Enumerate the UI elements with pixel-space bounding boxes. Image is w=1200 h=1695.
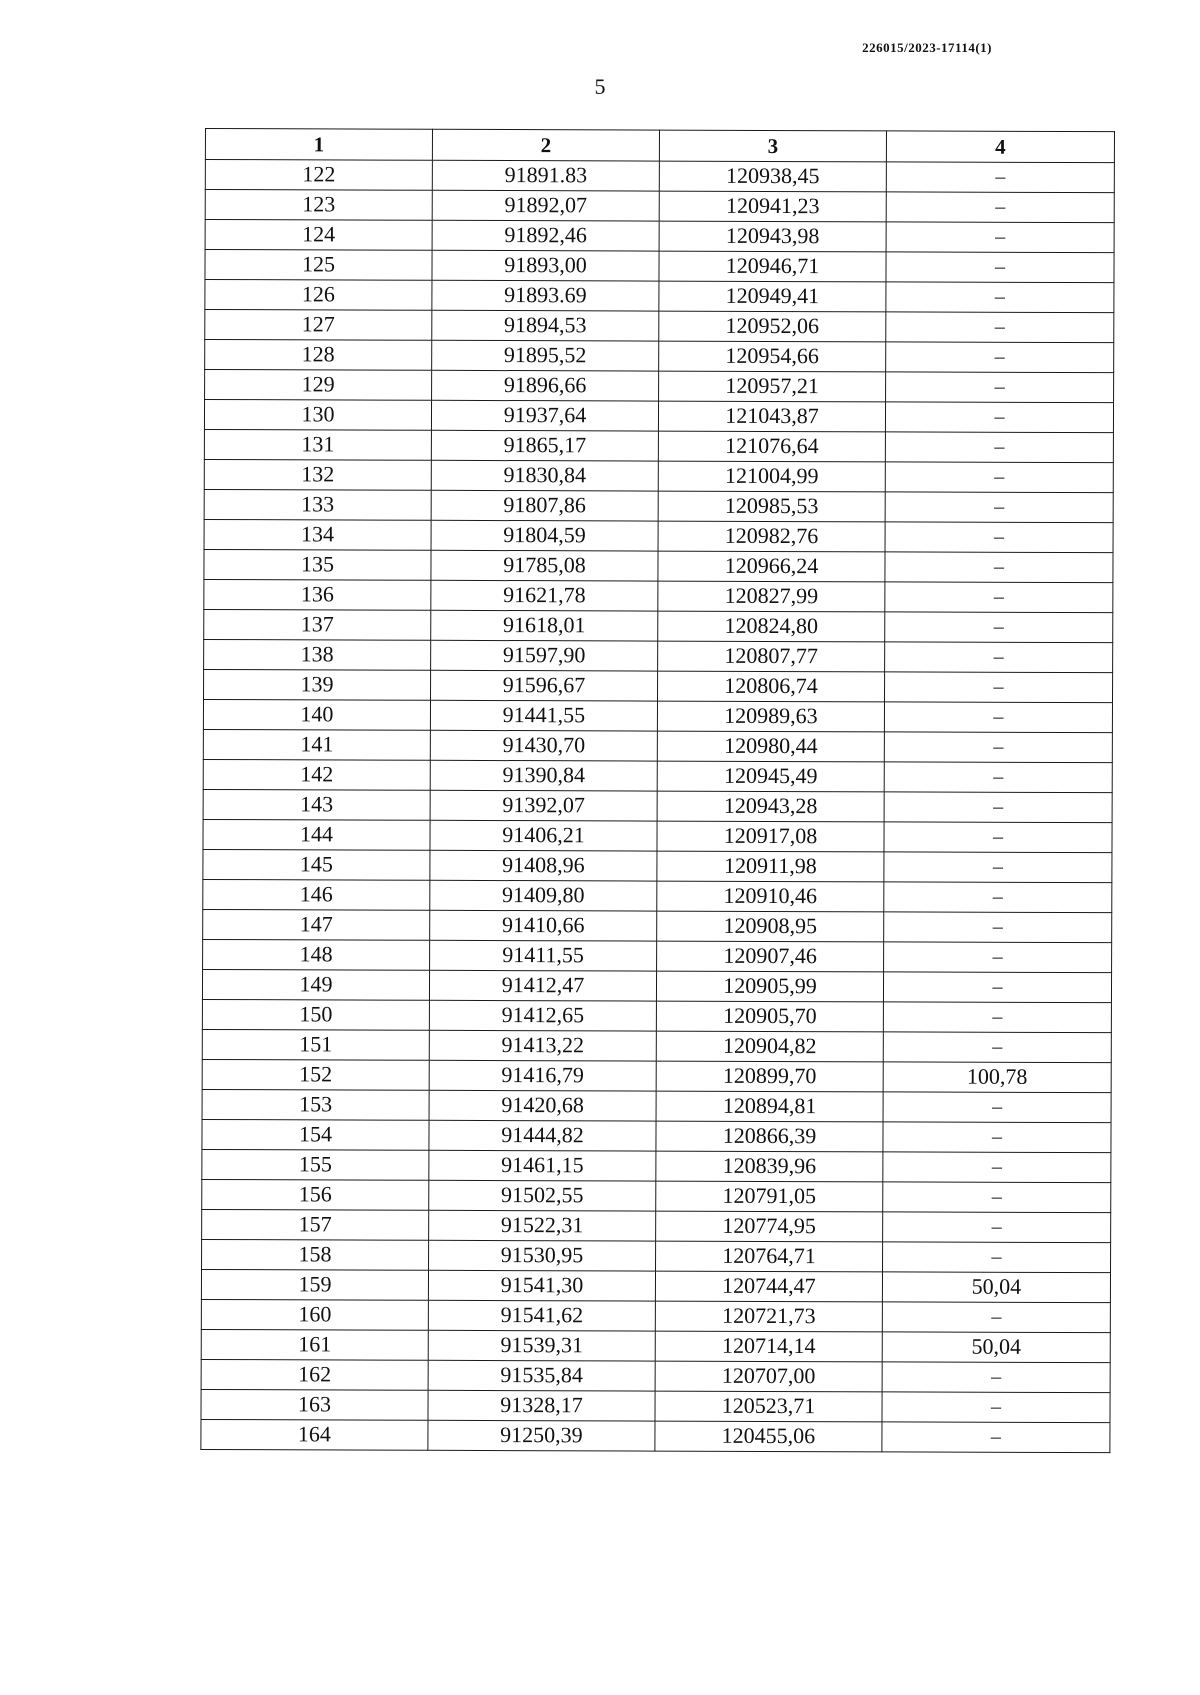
table-cell: – [883,1122,1111,1153]
table-row [203,699,1112,732]
table-row [205,310,1114,343]
table-cell: – [884,762,1112,793]
table-cell: 162 [201,1359,428,1390]
table-cell: – [885,612,1113,643]
table-cell: 152 [202,1059,429,1090]
table-row [204,579,1113,612]
table-cell: – [886,162,1114,193]
table-row [205,190,1114,223]
table-cell: 120908,95 [657,911,884,942]
table-cell: 50,04 [882,1332,1110,1363]
table-cell: 91390,84 [430,760,657,791]
table-cell: 120806,74 [658,671,885,702]
table-cell: – [884,732,1112,763]
table-cell: 91441,55 [430,700,657,731]
table-cell: – [884,912,1112,943]
table-row [202,1209,1111,1242]
table-cell: 91328,17 [428,1390,655,1421]
table-cell: 131 [204,429,431,460]
table-cell: 146 [203,879,430,910]
table-cell: 120774,95 [656,1211,883,1242]
table-cell: – [885,522,1113,553]
table-row [201,1389,1110,1422]
table-cell: – [884,942,1112,973]
table-cell: 120839,96 [656,1151,883,1182]
table-cell: 120943,28 [657,791,884,822]
table-cell: – [885,402,1113,433]
table-cell: 91530,95 [429,1240,656,1271]
table-cell: 133 [204,489,431,520]
table-cell: 91896,66 [432,370,659,401]
page-number: 5 [594,74,606,99]
table-row [204,519,1113,552]
table-cell: 132 [204,459,431,490]
table-cell: 134 [204,519,431,550]
table-row [203,849,1112,882]
table-cell: 135 [204,549,431,580]
table-cell: 91392,07 [430,790,657,821]
table-row [201,1299,1110,1332]
table-cell: 120911,98 [657,851,884,882]
table-cell: 91891.83 [432,160,659,191]
table-cell: – [885,582,1113,613]
table-cell: 120949,41 [659,281,886,312]
table-row [204,400,1113,433]
table-cell: – [884,882,1112,913]
table-row [204,489,1113,522]
table-cell: 91894,53 [432,310,659,341]
table-row [204,639,1113,672]
table-cell: 140 [203,699,430,730]
table-cell: – [885,642,1113,673]
table-cell: – [884,852,1112,883]
table-cell: 120905,99 [656,971,883,1002]
table-cell: 161 [201,1329,428,1360]
table-cell: 151 [202,1029,429,1060]
table-cell: – [885,552,1113,583]
table-cell: 160 [201,1299,428,1330]
table-cell: 139 [204,669,431,700]
table-row [204,459,1113,492]
table-cell: – [883,1092,1111,1123]
table-cell: 120899,70 [656,1061,883,1092]
table-cell: 154 [202,1119,429,1150]
table-cell: – [883,1242,1111,1273]
table-cell: 127 [205,310,432,341]
table-row [203,819,1112,852]
table-cell: 123 [205,190,432,221]
table-row [205,250,1114,283]
table-cell: 91461,15 [429,1150,656,1181]
table-cell: – [883,972,1111,1003]
table-row [202,1059,1111,1092]
table-cell: 155 [202,1149,429,1180]
table-cell: – [883,1002,1111,1033]
table-cell: 120791,05 [656,1181,883,1212]
table-row [202,1149,1111,1182]
table-cell: 163 [201,1389,428,1420]
table-cell: 120910,46 [657,881,884,912]
table-cell: 91618,01 [431,610,658,641]
table-cell: 125 [205,250,432,281]
table-row [205,340,1114,373]
table-cell: 91893,00 [432,250,659,281]
table-cell: 91406,21 [430,820,657,851]
table-cell: 128 [205,340,432,371]
table-cell: 120827,99 [658,581,885,612]
table-cell: 120523,71 [655,1391,882,1422]
table-cell: 120946,71 [659,251,886,282]
table-cell: 124 [205,220,432,251]
table-cell: 120985,53 [658,491,885,522]
table-cell: 149 [202,969,429,1000]
table-cell: – [883,1032,1111,1063]
table-cell: 120966,24 [658,551,885,582]
table-header [205,129,1114,163]
table-cell: – [882,1302,1110,1333]
table-cell: 100,78 [883,1062,1111,1093]
table-cell: 158 [202,1239,429,1270]
table-cell: 120894,81 [656,1091,883,1122]
table-cell: 147 [203,909,430,940]
table-cell: – [886,372,1114,403]
table-row [203,729,1112,762]
table-row [202,1119,1111,1152]
table-cell: 120943,98 [659,221,886,252]
table-row [202,1089,1111,1122]
table-cell: 164 [201,1419,428,1450]
table-cell: 91413,22 [429,1030,656,1061]
table-row [203,879,1112,912]
table-row [202,1179,1111,1212]
table-cell: – [884,792,1112,823]
table-cell: 137 [204,609,431,640]
table-cell: – [885,492,1113,523]
table-cell: 91412,47 [429,970,656,1001]
table-cell: 153 [202,1089,429,1120]
table-cell: 150 [202,999,429,1030]
table-cell: 120938,45 [659,161,886,192]
table-cell: – [886,222,1114,253]
table-cell: – [886,282,1114,313]
table-cell: 136 [204,579,431,610]
table-cell: 130 [204,400,431,431]
table-cell: 91865,17 [431,430,658,461]
table-row [204,669,1113,702]
table-cell: – [883,1182,1111,1213]
table-cell: 157 [202,1209,429,1240]
table-cell: 91937,64 [431,400,658,431]
table-cell: 159 [201,1269,428,1300]
table-cell: 144 [203,819,430,850]
table-row [204,549,1113,582]
table-row [203,939,1112,972]
column-header: 1 [205,129,432,161]
table-cell: – [883,1152,1111,1183]
table-cell: – [883,1212,1111,1243]
table-cell: 138 [204,639,431,670]
table-cell: – [882,1392,1110,1423]
column-header: 3 [659,130,886,162]
table-cell: 120945,49 [657,761,884,792]
table-row [201,1419,1110,1452]
table-cell: – [884,822,1112,853]
table-cell: 156 [202,1179,429,1210]
table-cell: – [882,1362,1110,1393]
table-cell: 121076,64 [658,431,885,462]
table-cell: 91804,59 [431,520,658,551]
table-cell: 91430,70 [430,730,657,761]
table-cell: – [886,192,1114,223]
table-cell: 148 [203,939,430,970]
table-cell: 120905,70 [656,1001,883,1032]
table-cell: 120714,14 [655,1331,882,1362]
table-cell: – [886,342,1114,373]
table-cell: – [885,462,1113,493]
table-cell: 91892,07 [432,190,659,221]
table-cell: – [882,1422,1110,1453]
table-cell: 91541,62 [428,1300,655,1331]
table-cell: – [886,252,1114,283]
table-cell: 120957,21 [659,371,886,402]
table-cell: 145 [203,849,430,880]
table-cell: 91409,80 [430,880,657,911]
table-row [202,1029,1111,1062]
table-cell: 120954,66 [659,341,886,372]
table-cell: 91892,46 [432,220,659,251]
table-cell: 120980,44 [657,731,884,762]
coordinates-table-wrapper [200,128,1114,1453]
table-cell: 91541,30 [428,1270,655,1301]
table-cell: 91411,55 [430,940,657,971]
coordinates-table [200,128,1115,1453]
column-header: 4 [886,131,1114,163]
table-cell: 120941,23 [659,191,886,222]
table-cell: – [886,312,1114,343]
table-cell: 91502,55 [429,1180,656,1211]
table-cell: 129 [205,370,432,401]
table-cell: 91830,84 [431,460,658,491]
table-cell: – [884,702,1112,733]
table-cell: – [885,432,1113,463]
table-cell: 91410,66 [430,910,657,941]
table-cell: 91416,79 [429,1060,656,1091]
table-cell: 91895,52 [432,340,659,371]
table-body [201,160,1114,1453]
table-row [204,429,1113,462]
table-cell: 91250,39 [428,1420,655,1451]
table-cell: 91621,78 [431,580,658,611]
table-cell: 91807,86 [431,490,658,521]
table-cell: 91893.69 [432,280,659,311]
table-row [203,909,1112,942]
table-row [202,1239,1111,1272]
table-cell: 120907,46 [657,941,884,972]
table-cell: 120989,63 [657,701,884,732]
table-cell: 120866,39 [656,1121,883,1152]
table-cell: 143 [203,789,430,820]
table-cell: 91596,67 [431,670,658,701]
table-cell: 120807,77 [658,641,885,672]
table-cell: 91785,08 [431,550,658,581]
table-row [203,789,1112,822]
table-row [201,1269,1110,1302]
column-header: 2 [432,129,659,161]
table-cell: 91412,65 [429,1000,656,1031]
table-row [201,1329,1110,1362]
table-row [202,999,1111,1032]
table-cell: 91408,96 [430,850,657,881]
table-cell: 120455,06 [655,1421,882,1452]
table-cell: 142 [203,759,430,790]
table-cell: – [885,672,1113,703]
table-cell: 120721,73 [655,1301,882,1332]
table-cell: 120917,08 [657,821,884,852]
table-row [205,160,1114,193]
header-row [205,129,1114,163]
table-cell: 91535,84 [428,1360,655,1391]
table-cell: 126 [205,280,432,311]
table-row [205,220,1114,253]
table-cell: 120764,71 [656,1241,883,1272]
table-cell: 91539,31 [428,1330,655,1361]
table-cell: 121004,99 [658,461,885,492]
table-cell: 91444,82 [429,1120,656,1151]
table-row [204,609,1113,642]
table-row [203,759,1112,792]
table-row [202,969,1111,1002]
table-cell: 91420,68 [429,1090,656,1121]
table-cell: 120707,00 [655,1361,882,1392]
table-cell: 122 [205,160,432,191]
table-row [201,1359,1110,1392]
table-cell: 120904,82 [656,1031,883,1062]
table-cell: 141 [203,729,430,760]
table-cell: 121043,87 [658,401,885,432]
table-cell: 120952,06 [659,311,886,342]
table-cell: 120744,47 [655,1271,882,1302]
table-cell: 91522,31 [429,1210,656,1241]
table-cell: 50,04 [882,1272,1110,1303]
document-number: 226015/2023-17114(1) [862,40,992,55]
table-row [205,280,1114,313]
table-cell: 120824,80 [658,611,885,642]
table-row [205,370,1114,403]
table-cell: 120982,76 [658,521,885,552]
table-cell: 91597,90 [431,640,658,671]
